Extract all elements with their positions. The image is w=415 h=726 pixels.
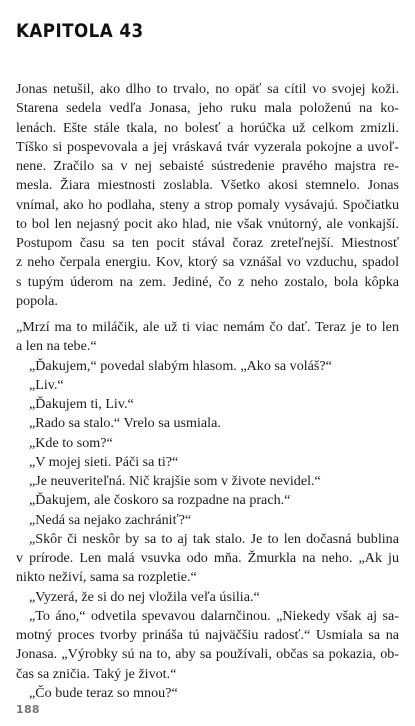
dialogue-line: „Rado sa stalo.“ Vrelo sa usmiala.: [29, 415, 221, 432]
dialogue-line: „Čo bude teraz so mnou?“: [29, 684, 178, 701]
dialogue-line: „Ďakujem ti, Liv.“: [29, 396, 134, 412]
dialogue-line: „Mrzí ma to miláčik, ale už ti viac nemám čo dať. Teraz je to len: [16, 319, 399, 335]
text-line: mesla. Žiara miestnosti zoslabla. Všetko akosi stemnelo. Jonas: [16, 177, 399, 194]
dialogue-line: „Ďakujem,“ povedal slabým hlasom. „Ako sa voláš?“: [29, 357, 332, 374]
text-line: nene. Zračilo sa v nej sebaisté sústredenie pravého majstra re-: [16, 158, 399, 174]
dialogue-line: čas sa zničia. Taký je život.“: [16, 665, 177, 682]
text-line: lenách. Ešte stále tkala, no bolesť a horúčka už celkom zmizli.: [16, 119, 399, 136]
dialogue-line: Jonasa. „Výrobky sú na to, aby sa používali, občas sa pokazia, ob-: [16, 646, 399, 663]
text-line: Starena sedela vedľa Jonasa, jeho ruku mala položenú na ko-: [16, 100, 399, 117]
dialogue-line: „Vyzerá, že si do nej vložila veľa úsilia.“: [29, 588, 260, 605]
chapter-title: KAPITOLA 43: [16, 20, 144, 42]
dialogue-line: „Skôr či neskôr by sa to aj tak stalo. Je to len dočasná bublina: [29, 530, 399, 547]
dialogue-line: „Nedá sa nejako zachrániť?“: [29, 511, 192, 528]
dialogue-line: v prírode. Len malá vsuvka odo mňa. Žmurkla na neho. „Ak ju: [16, 550, 399, 566]
dialogue-line: „Liv.“: [29, 376, 64, 393]
dialogue-line: „To áno,“ odvetila spevavou dalarnčinou. „Niekedy však aj sa-: [29, 607, 399, 624]
text-line: vnímal, ako ho podlaha, steny a strop pomaly vysávajú. Spočiatku: [16, 196, 399, 213]
text-line: Jonas netušil, ako dlho to trvalo, no opäť sa cítil vo svojej koži.: [16, 81, 399, 97]
text-line: s tupým úderom na zem. Jediné, čo z neho zostalo, bola kôpka: [16, 273, 399, 290]
dialogue-line: „Ďakujem, ale čoskoro sa rozpadne na prach.“: [29, 492, 291, 509]
narrative-paragraph: [16, 80, 399, 311]
dialogue-line: „Kde to som?“: [29, 434, 113, 451]
text-line: to bol len nejasný pocit ako hlad, nie však vnútorný, ale vonkajší.: [16, 215, 399, 232]
dialogue-section: [16, 318, 399, 703]
dialogue-line: „V mojej sieti. Páči sa ti?“: [29, 453, 179, 470]
text-line: popola.: [16, 292, 58, 309]
dialogue-line: „Je neuveriteľná. Nič krajšie som v živote nevidel.“: [29, 473, 321, 489]
text-line: Tíško si pospevovala a jej vráskavá tvár vyzerala pokojne a uvoľ-: [16, 138, 399, 155]
dialogue-line: motný proces tvorby prináša tú najväčšiu radosť.“ Usmiala sa na: [16, 627, 399, 643]
text-line: z neho čerpala energiu. Kov, ktorý sa vznášal vo vzduchu, spadol: [16, 254, 399, 271]
page-number: 188: [16, 703, 40, 716]
text-line: Postupom času sa ten pocit stával čoraz zreteľnejší. Miestnosť: [16, 235, 399, 251]
dialogue-line: a len na tebe.“: [16, 338, 97, 355]
dialogue-line: nikto neživí, sama sa rozpletie.“: [16, 569, 197, 586]
